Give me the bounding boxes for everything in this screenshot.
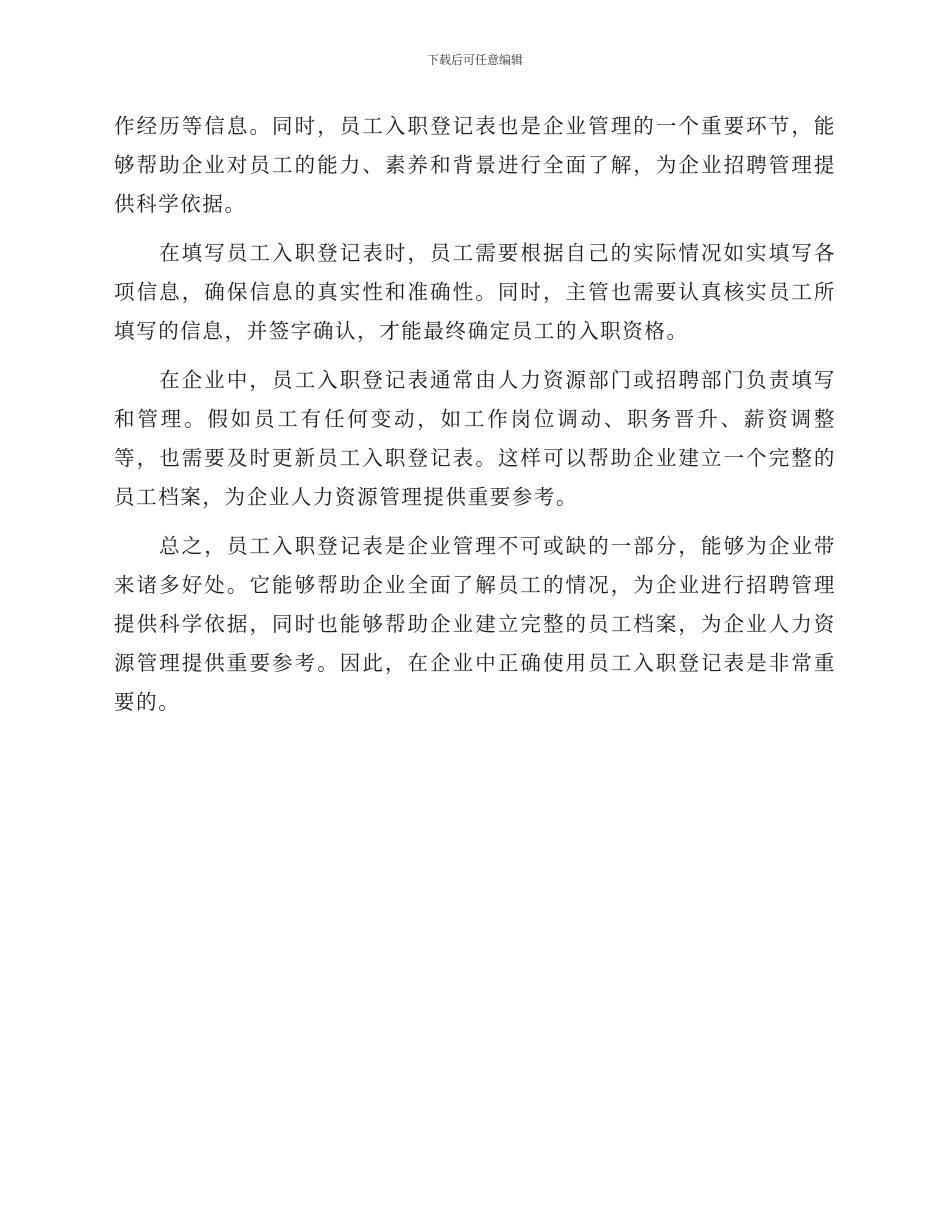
page-header: 下载后可任意编辑 <box>426 53 523 67</box>
paragraph-2: 在填写员工入职登记表时，员工需要根据自己的实际情况如实填写各项信息，确保信息的真实性和准确性。同时，主管也需要认真核实员工所填写的信息，并签字确认，才能最终确定员工的入职资格。 <box>114 241 836 343</box>
document-body <box>114 107 836 732</box>
paragraph-4: 总之，员工入职登记表是企业管理不可或缺的一部分，能够为企业带来诸多好处。它能够帮助企业全面了解员工的情况，为企业进行招聘管理提供科学依据，同时也能够帮助企业建立完整的员工档案，为企业人力资源管理提供重要参考。因此，在企业中正确使用员工入职登记表是非常重要的。 <box>114 534 836 714</box>
paragraph-1: 作经历等信息。同时，员工入职登记表也是企业管理的一个重要环节，能够帮助企业对员工的能力、素养和背景进行全面了解，为企业招聘管理提供科学依据。 <box>114 114 836 216</box>
paragraph-3: 在企业中，员工入职登记表通常由人力资源部门或招聘部门负责填写和管理。假如员工有任何变动，如工作岗位调动、职务晋升、薪资调整等，也需要及时更新员工入职登记表。这样可以帮助企业建立一个完整的员工档案，为企业人力资源管理提供重要参考。 <box>114 368 836 509</box>
